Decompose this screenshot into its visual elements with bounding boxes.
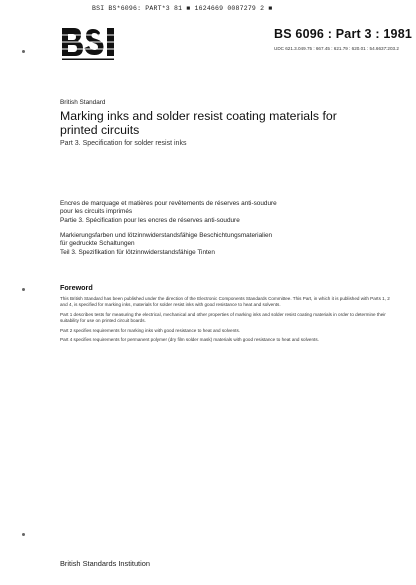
- french-part-line: Partie 3. Spécification pour les encres de réserves anti-soudure: [60, 216, 240, 224]
- bsi-logo-graphic: [60, 25, 123, 63]
- french-title-line: Encres de marquage et matières pour revêtements de réserves anti-soudure: [60, 200, 277, 207]
- foreword-heading: Foreword: [60, 283, 93, 292]
- document-reference-line: BSI BS*6096: PART*3 81 ■ 1624669 0087279 2 ■: [92, 5, 273, 12]
- foreword-body: [60, 296, 390, 347]
- french-title: [60, 200, 370, 225]
- foreword-paragraph: Part 4 specifies requirements for permanent polymer (dry film solder mask) materials with good resistance to heat and solvents.: [60, 337, 319, 343]
- standard-number: BS 6096 : Part 3 : 1981: [274, 27, 413, 41]
- udc-classification: UDC 621.3.049.75 : 667.45 : 621.79 : 620.01 : 54.6637:203.2: [274, 46, 399, 51]
- punch-mark: [22, 288, 25, 291]
- foreword-paragraph: Part 2 specifies requirements for marking inks with good resistance to heat and solvents.: [60, 327, 241, 333]
- german-title: [60, 232, 370, 257]
- part-subtitle: Part 3. Specification for solder resist inks: [60, 140, 187, 147]
- french-title-line: pour les circuits imprimés: [60, 208, 133, 216]
- document-type-label: British Standard: [60, 99, 106, 106]
- foreword-paragraph: Part 1 describes tests for measuring the electrical, mechanical and other properties of marking inks and solder resist coating materials in order to determine their suitability for use on printed circuit boards.: [60, 311, 386, 324]
- publisher-name: British Standards Institution: [60, 559, 150, 568]
- german-title-line: für gedruckte Schaltungen: [60, 240, 135, 248]
- foreword-paragraph: This British Standard has been published under the direction of the Electronic Components Standards Committee. This Part, in which it is published with Parts 1, 2 and 4, is specified for marking inks, materials for solder resist inks with good resistance to heat and solvents.: [60, 296, 390, 308]
- bsi-logo: [60, 25, 123, 63]
- german-part-line: Teil 3. Spezifikation für lötzinnwiderstandsfähige Tinten: [60, 248, 215, 256]
- punch-mark: [22, 533, 25, 536]
- german-title-line: Markierungsfarben und lötzinnwiderstandsfähige Beschichtungsmaterialien: [60, 232, 273, 239]
- document-title: Marking inks and solder resist coating materials for printed circuits: [60, 109, 337, 137]
- punch-mark: [22, 50, 25, 53]
